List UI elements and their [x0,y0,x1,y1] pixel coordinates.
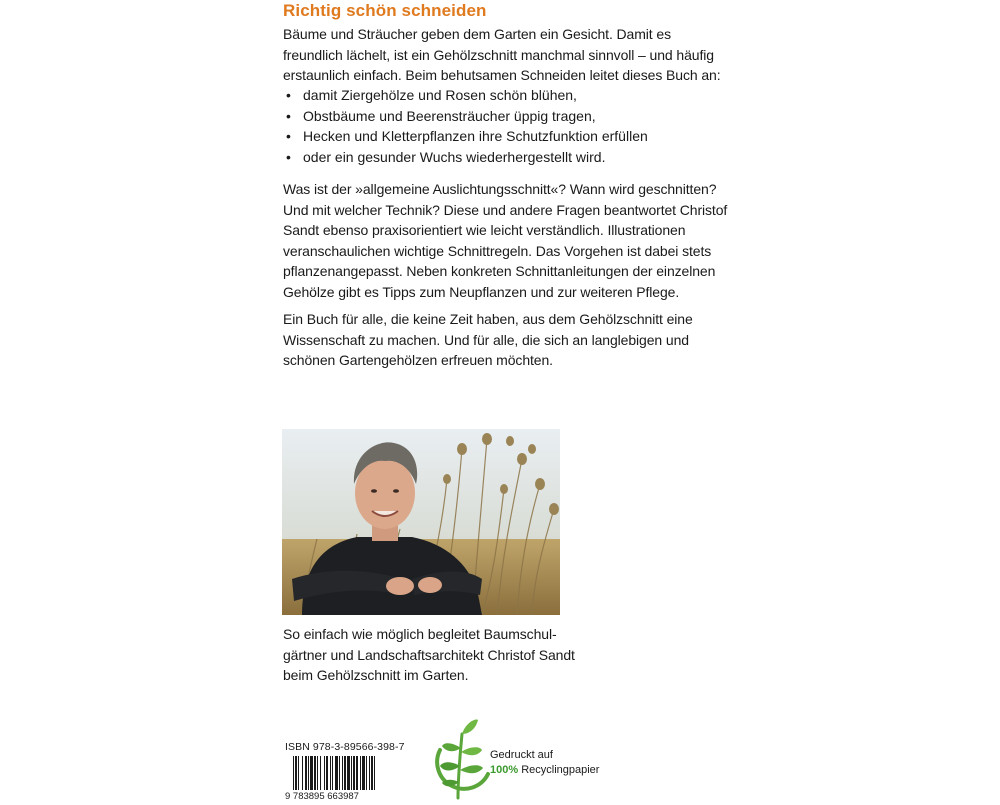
barcode-bar [305,756,307,790]
page-title: Richtig schön schneiden [283,1,487,20]
barcode-bar [314,756,316,790]
barcode-bar [326,756,328,790]
body-paragraph: Was ist der »allgemeine Auslichtungsschnitt«? Wann wird geschnitten? Und mit welcher Technik? Diese und andere Fragen beantwortet Christof Sandt ebenso praxisorientiert wie leicht verständlich. Illustrationen veranschaulichen wichtige Schnittregeln. Das Vorgehen ist dabei stets pflanzenangepasst. Neben konkreten Schnittanleitungen der einzelnen Gehölze gibt es Tipps zum Neupflanzen und zur weiteren Pflege. [283,181,728,300]
barcode-bar [351,756,352,790]
list-item [283,85,733,106]
bullet-dot-icon: • [286,148,291,165]
eco-label [490,748,599,778]
bullet-dot-icon: • [286,87,291,103]
barcode-number: 9 783895 663987 [285,791,359,800]
isbn-label: ISBN 978-3-89566-398-7 [285,741,405,753]
barcode-bar [310,756,313,790]
barcode-bar [369,756,370,790]
barcode-bar [366,756,367,790]
intro-paragraph: Bäume und Sträucher geben dem Garten ein Gesicht. Damit es freundlich lächelt, ist ein Gehölzschnitt manchmal sinnvoll – und häufig erstaunlich einfach. Beim behutsamen Schneiden leitet dieses Buch an: [283,26,721,83]
barcode-bar [298,756,299,790]
list-item-text: Obstbäume und Beerensträucher üppig tragen, [303,107,596,124]
barcode-bar [308,756,309,790]
barcode-bar [317,756,318,790]
barcode-bar [302,756,303,790]
barcode-bar [344,756,346,790]
barcode-bar [330,756,331,790]
eco-label-line2 [490,763,599,778]
bullet-dot-icon: • [286,107,291,124]
barcode-bar [332,756,333,790]
list-item [283,106,733,127]
barcode-bar [342,756,343,790]
barcode [283,756,403,800]
list-item-text: damit Ziergehölze und Rosen schön blühen, [303,87,577,103]
photo-caption: So einfach wie möglich begleitet Baumschul-gärtner und Landschaftsarchitekt Christof Sandt beim Gehölzschnitt im Garten. [283,626,575,683]
list-item [283,126,733,147]
recycling-plant-icon [428,716,493,800]
barcode-bar [347,756,350,790]
eco-label-line2-rest: Recyclingpapier [518,764,600,776]
barcode-bar [360,756,361,790]
barcode-bar [356,756,358,790]
bullet-list [283,85,733,167]
author-photo [282,429,560,615]
list-item-text: Hecken und Kletterpflanzen ihre Schutzfunktion erfüllen [303,128,648,144]
list-item [283,147,733,168]
bullet-dot-icon: • [286,128,291,144]
body-paragraph: Ein Buch für alle, die keine Zeit haben, aus dem Gehölzschnitt eine Wissenschaft zu machen. Und für alle, die sich an langlebigen und schönen Gartengehölzen erfreuen möchten. [283,311,693,368]
barcode-bar [320,756,321,790]
eco-percentage: 100% [490,764,519,776]
eco-label-line1: Gedruckt auf [490,749,553,761]
barcode-bar [362,756,365,790]
list-item-text: oder ein gesunder Wuchs wiederhergestellt wird. [303,148,606,165]
barcode-bar [324,756,325,790]
barcode-bar [353,756,355,790]
